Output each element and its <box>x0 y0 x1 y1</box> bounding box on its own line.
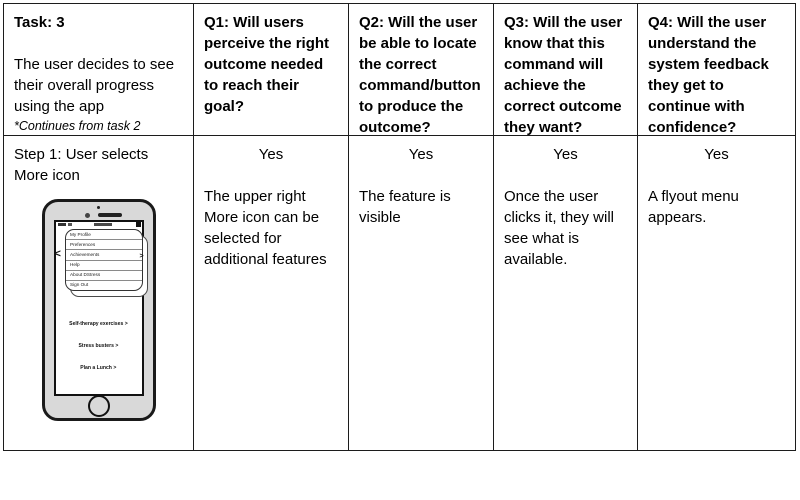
battery-icon <box>136 222 141 227</box>
verdict-q4: Yes <box>704 146 729 163</box>
detail-q1: The upper right More icon can be selected for additional features <box>204 188 327 268</box>
header-cell-task <box>4 4 194 136</box>
flyout-menu <box>65 229 143 291</box>
home-button <box>88 395 110 417</box>
phone-speaker-icon <box>98 213 122 217</box>
action-button-self-therapy: Self-therapy exercises > <box>69 321 128 327</box>
phone-frame <box>42 199 156 421</box>
step-cell <box>4 136 194 451</box>
answer-cell-q4 <box>638 136 796 451</box>
task-description: The user decides to see their overall progress using the app <box>14 56 175 115</box>
phone-screen <box>54 220 144 396</box>
clock-indicator <box>94 223 112 226</box>
task-title: Task: 3 <box>14 14 65 31</box>
menu-item-sign-out: Sign Out <box>69 283 88 288</box>
back-chevron-icon: < <box>54 248 61 260</box>
header-cell-q4: Q4: Will the user understand the system feedback they get to continue with confidence? <box>638 4 796 136</box>
menu-item-achievements: Achievements <box>66 250 142 260</box>
signal-icon <box>58 223 66 226</box>
header-cell-q1: Q1: Will users perceive the right outcome needed to reach their goal? <box>194 4 349 136</box>
verdict-q1: Yes <box>258 146 284 163</box>
walkthrough-table <box>3 3 796 451</box>
menu-item-preferences: Preferences <box>66 240 142 250</box>
action-button-stress-busters: Stress busters > <box>78 343 119 349</box>
phone-sensor-icon <box>85 213 90 218</box>
action-button-plan-lunch: Plan a Lunch > <box>80 365 117 371</box>
verdict-q2: Yes <box>408 146 434 163</box>
answer-cell-q3 <box>494 136 638 451</box>
header-cell-q2: Q2: Will the user be able to locate the correct command/button to produce the outcome? <box>349 4 494 136</box>
menu-item-about: About DStress <box>66 271 142 281</box>
header-cell-q3: Q3: Will the user know that this command will achieve the correct outcome they want? <box>494 4 638 136</box>
task-note: *Continues from task 2 <box>14 119 141 133</box>
verdict-q3: Yes <box>553 146 578 163</box>
detail-q2: The feature is visible <box>359 188 451 226</box>
menu-item-my-profile: My Profile <box>66 230 142 240</box>
menu-item-help: Help <box>66 261 142 271</box>
answer-cell-q1 <box>194 136 349 451</box>
answer-cell-q2 <box>349 136 494 451</box>
wifi-icon <box>68 223 72 226</box>
step-label: Step 1: User selects More icon <box>14 146 149 184</box>
phone-camera-icon <box>97 206 100 209</box>
forward-chevron-icon: > <box>139 253 144 260</box>
detail-q4: A flyout menu appears. <box>648 188 739 226</box>
detail-q3: Once the user clicks it, they will see what is available. <box>504 188 615 268</box>
